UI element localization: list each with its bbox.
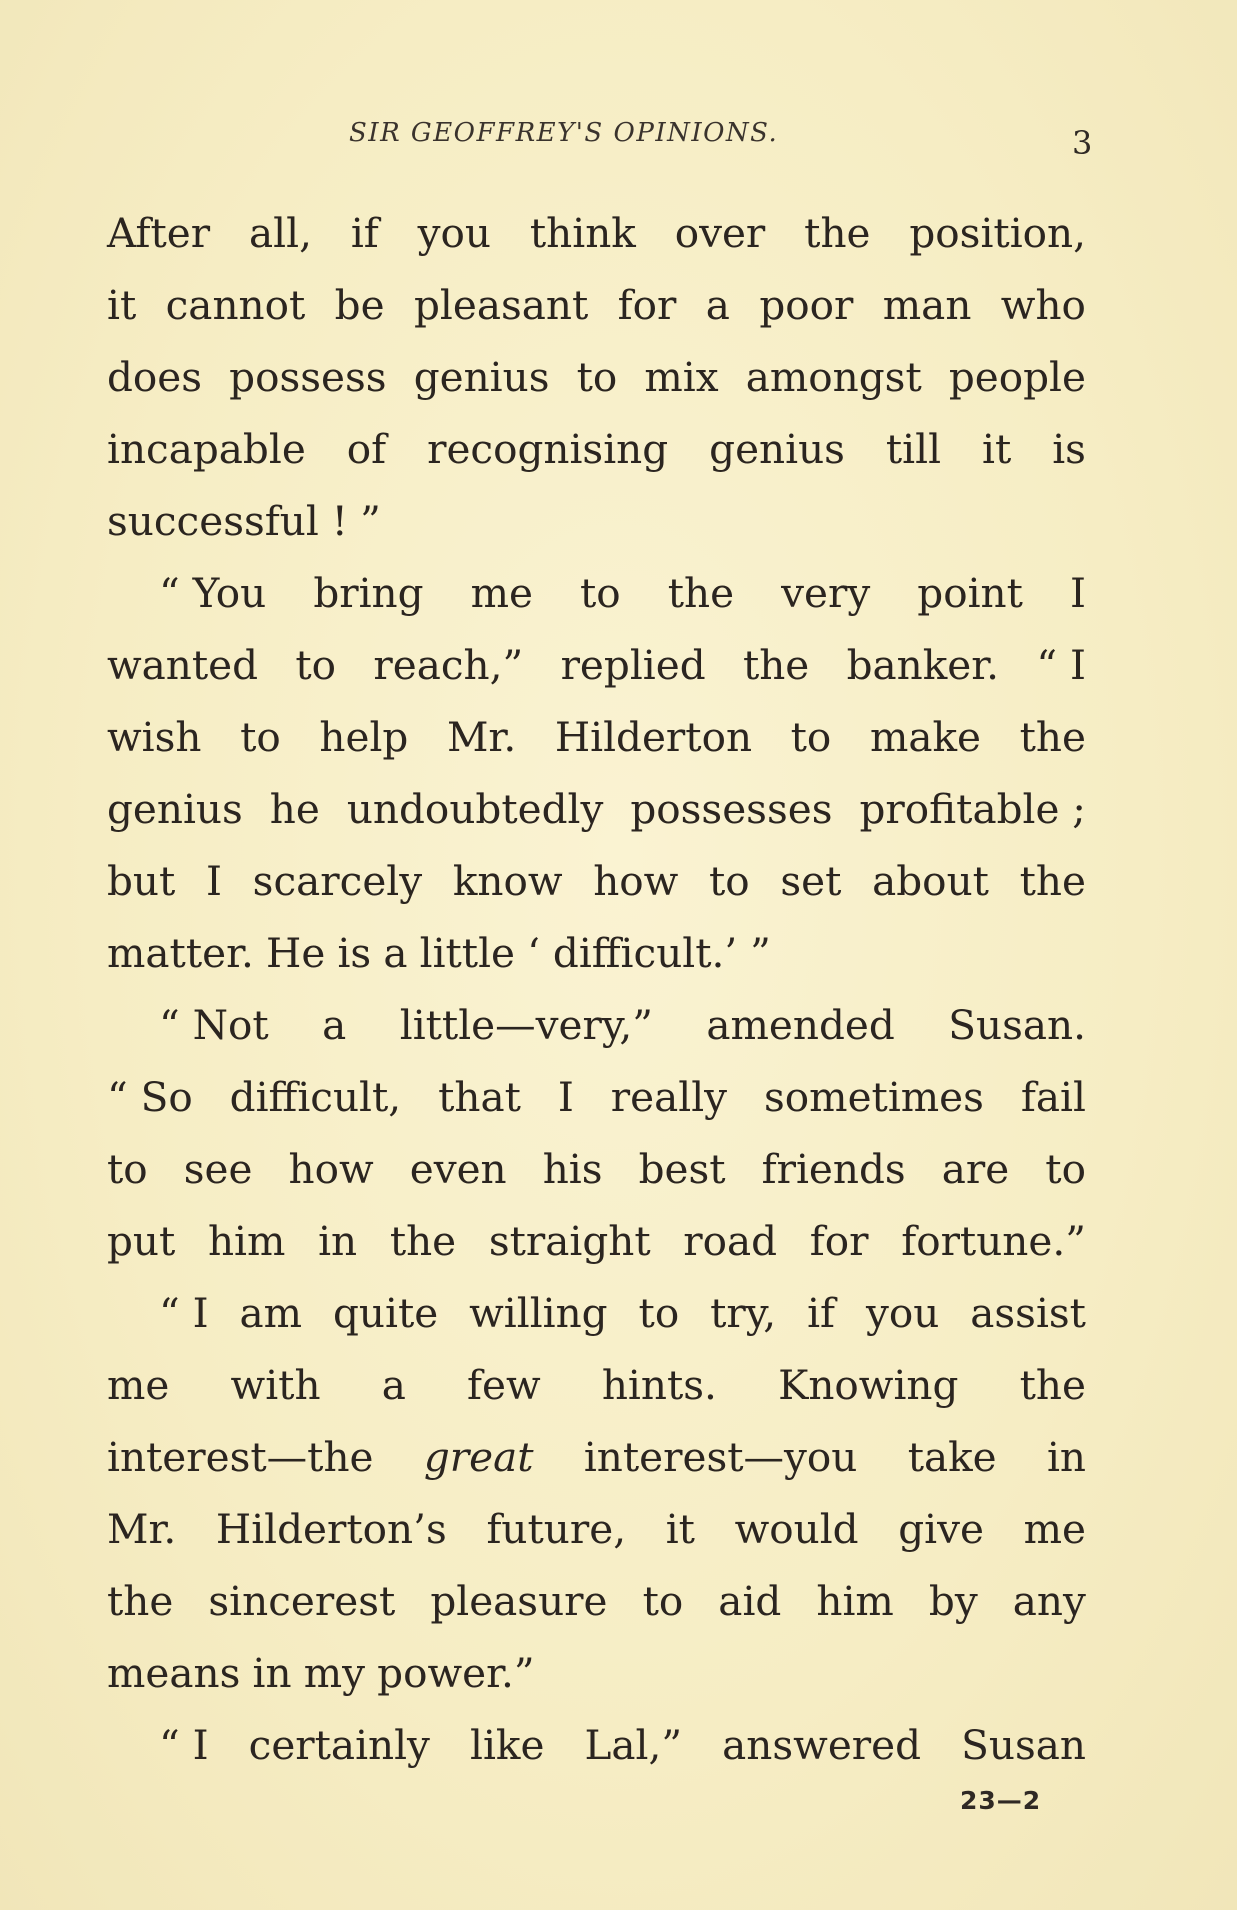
word: “ I — [159, 1721, 209, 1769]
word: interest—the — [107, 1433, 374, 1481]
word: assist — [970, 1289, 1086, 1337]
word: willing — [469, 1289, 608, 1337]
word: the — [1019, 1361, 1086, 1409]
word: him — [207, 1217, 286, 1265]
word: know — [452, 857, 563, 905]
signature-mark: 23—2 — [960, 1786, 1042, 1815]
text-line — [107, 557, 1086, 629]
word: to — [580, 569, 621, 617]
text-line — [107, 1349, 1086, 1421]
word: road — [683, 1217, 778, 1265]
word: “ You — [159, 569, 267, 617]
word: that — [438, 1073, 521, 1121]
word: help — [319, 713, 409, 761]
word: me — [107, 1361, 170, 1409]
word: few — [467, 1361, 541, 1409]
word: his — [542, 1145, 603, 1193]
word: me — [470, 569, 533, 617]
word: in — [252, 1649, 292, 1697]
word: any — [1012, 1577, 1086, 1625]
text-line — [107, 413, 1086, 485]
word: by — [928, 1577, 978, 1625]
word: After — [107, 209, 211, 257]
word: put — [107, 1217, 176, 1265]
word: man — [882, 281, 972, 329]
word: cannot — [165, 281, 306, 329]
word: fortune.” — [901, 1217, 1086, 1265]
word: in — [1046, 1433, 1086, 1481]
word: people — [948, 353, 1086, 401]
word: see — [183, 1145, 253, 1193]
word: Hilderton’s — [215, 1505, 447, 1553]
word: all, — [249, 209, 312, 257]
page-number: 3 — [1072, 124, 1093, 162]
word: you — [417, 209, 492, 257]
word: recognising — [427, 425, 669, 473]
text-line — [107, 1565, 1086, 1637]
word: position, — [909, 209, 1086, 257]
word: to — [1045, 1145, 1086, 1193]
word: for — [617, 281, 677, 329]
word: it — [665, 1505, 695, 1553]
word: genius — [413, 353, 550, 401]
text-line — [107, 1709, 1086, 1781]
word: pleasure — [430, 1577, 608, 1625]
word: try, — [710, 1289, 777, 1337]
word: “ Not — [159, 1001, 269, 1049]
word: him — [816, 1577, 894, 1625]
word: the — [804, 209, 871, 257]
word: straight — [488, 1217, 651, 1265]
word: interest—you — [583, 1433, 858, 1481]
text-line — [107, 1637, 1086, 1709]
running-head: SIR GEOFFREY'S OPINIONS. — [349, 118, 779, 148]
word: bring — [313, 569, 424, 617]
word: profitable ; — [859, 785, 1086, 833]
word: like — [470, 1721, 545, 1769]
word: hints. — [601, 1361, 717, 1409]
word: a — [383, 929, 408, 977]
word: if — [807, 1289, 836, 1337]
word: amended — [706, 1001, 895, 1049]
word: He — [266, 929, 326, 977]
word: my — [303, 1649, 366, 1697]
word: over — [674, 209, 766, 257]
word: matter. — [107, 929, 254, 977]
word: to — [295, 641, 337, 689]
word: is — [337, 929, 372, 977]
word: successful ! — [107, 497, 348, 545]
word: a — [705, 281, 730, 329]
word: aid — [718, 1577, 782, 1625]
word: banker. — [846, 641, 1000, 689]
word: means — [107, 1649, 241, 1697]
word: to — [638, 1289, 680, 1337]
word: the — [389, 1217, 457, 1265]
word: in — [318, 1217, 358, 1265]
word: ‘ difficult.’ ” — [527, 929, 771, 977]
word: genius — [709, 425, 845, 473]
word: sometimes — [764, 1073, 984, 1121]
text-line — [107, 1205, 1086, 1277]
word: set — [780, 857, 842, 905]
word: about — [872, 857, 989, 905]
word: genius — [107, 785, 243, 833]
word: to — [576, 353, 618, 401]
text-line — [107, 845, 1086, 917]
word: poor — [759, 281, 854, 329]
word: give — [898, 1505, 984, 1553]
word: is — [1052, 425, 1086, 473]
word: Knowing — [778, 1361, 959, 1409]
word: ” — [360, 497, 381, 545]
word: be — [334, 281, 385, 329]
text-line — [107, 197, 1086, 269]
word: the — [667, 569, 735, 617]
text-line — [107, 1061, 1086, 1133]
word: it — [107, 281, 137, 329]
word: think — [529, 209, 636, 257]
word: little — [419, 929, 516, 977]
word: reach,” — [373, 641, 524, 689]
word: the — [742, 641, 810, 689]
word: fail — [1020, 1073, 1086, 1121]
word: are — [941, 1145, 1010, 1193]
word: I — [205, 857, 222, 905]
text-line — [107, 485, 1086, 557]
word: to — [240, 713, 281, 761]
text-line — [107, 1133, 1086, 1205]
word: possess — [229, 353, 387, 401]
word: it — [982, 425, 1012, 473]
word: a — [322, 1001, 347, 1049]
word: a — [381, 1361, 406, 1409]
text-line — [107, 341, 1086, 413]
word: take — [907, 1433, 997, 1481]
word: Susan — [961, 1721, 1086, 1769]
word: does — [107, 353, 203, 401]
word: pleasant — [413, 281, 589, 329]
word: to — [790, 713, 832, 761]
text-line — [107, 269, 1086, 341]
word: the — [107, 1577, 174, 1625]
word: you — [865, 1289, 940, 1337]
word: future, — [486, 1505, 627, 1553]
word: but — [107, 857, 176, 905]
word: Mr. — [446, 713, 517, 761]
word: certainly — [248, 1721, 430, 1769]
word: scarcely — [252, 857, 423, 905]
text-line — [107, 1493, 1086, 1565]
word: Susan. — [948, 1001, 1086, 1049]
word: sincerest — [208, 1577, 396, 1625]
word: great — [423, 1433, 534, 1481]
text-line — [107, 773, 1086, 845]
word: mix — [644, 353, 719, 401]
word: “ So — [107, 1073, 193, 1121]
word: the — [1019, 713, 1086, 761]
word: for — [809, 1217, 869, 1265]
text-line — [107, 989, 1086, 1061]
word: difficult, — [229, 1073, 402, 1121]
text-line — [107, 1421, 1086, 1493]
text-line — [107, 629, 1086, 701]
word: incapable — [107, 425, 306, 473]
word: if — [350, 209, 379, 257]
word: undoubtedly — [346, 785, 604, 833]
word: he — [269, 785, 320, 833]
word: little—very,” — [399, 1001, 653, 1049]
word: with — [230, 1361, 321, 1409]
word: how — [593, 857, 679, 905]
word: replied — [560, 641, 706, 689]
word: to — [642, 1577, 684, 1625]
word: to — [107, 1145, 148, 1193]
word: who — [1000, 281, 1086, 329]
word: Mr. — [107, 1505, 177, 1553]
word: to — [709, 857, 750, 905]
word: really — [610, 1073, 728, 1121]
word: Lal,” — [584, 1721, 683, 1769]
text-line — [107, 917, 1086, 989]
word: answered — [722, 1721, 922, 1769]
word: am — [239, 1289, 303, 1337]
word: till — [885, 425, 942, 473]
word: possesses — [630, 785, 833, 833]
body-text — [107, 197, 1086, 1781]
word: Hilderton — [554, 713, 753, 761]
word: friends — [761, 1145, 906, 1193]
word: quite — [332, 1289, 439, 1337]
text-line — [107, 701, 1086, 773]
word: I — [557, 1073, 574, 1121]
word: very — [781, 569, 871, 617]
word: would — [734, 1505, 859, 1553]
word: wanted — [107, 641, 259, 689]
word: even — [409, 1145, 507, 1193]
text-line — [107, 1277, 1086, 1349]
word: best — [638, 1145, 726, 1193]
word: the — [1019, 857, 1086, 905]
word: make — [869, 713, 981, 761]
word: how — [288, 1145, 374, 1193]
word: power.” — [377, 1649, 535, 1697]
word: of — [346, 425, 387, 473]
word: me — [1023, 1505, 1086, 1553]
word: “ I — [159, 1289, 209, 1337]
word: point — [917, 569, 1023, 617]
word: I — [1069, 569, 1086, 617]
word: “ I — [1036, 641, 1086, 689]
word: wish — [107, 713, 202, 761]
word: amongst — [745, 353, 922, 401]
